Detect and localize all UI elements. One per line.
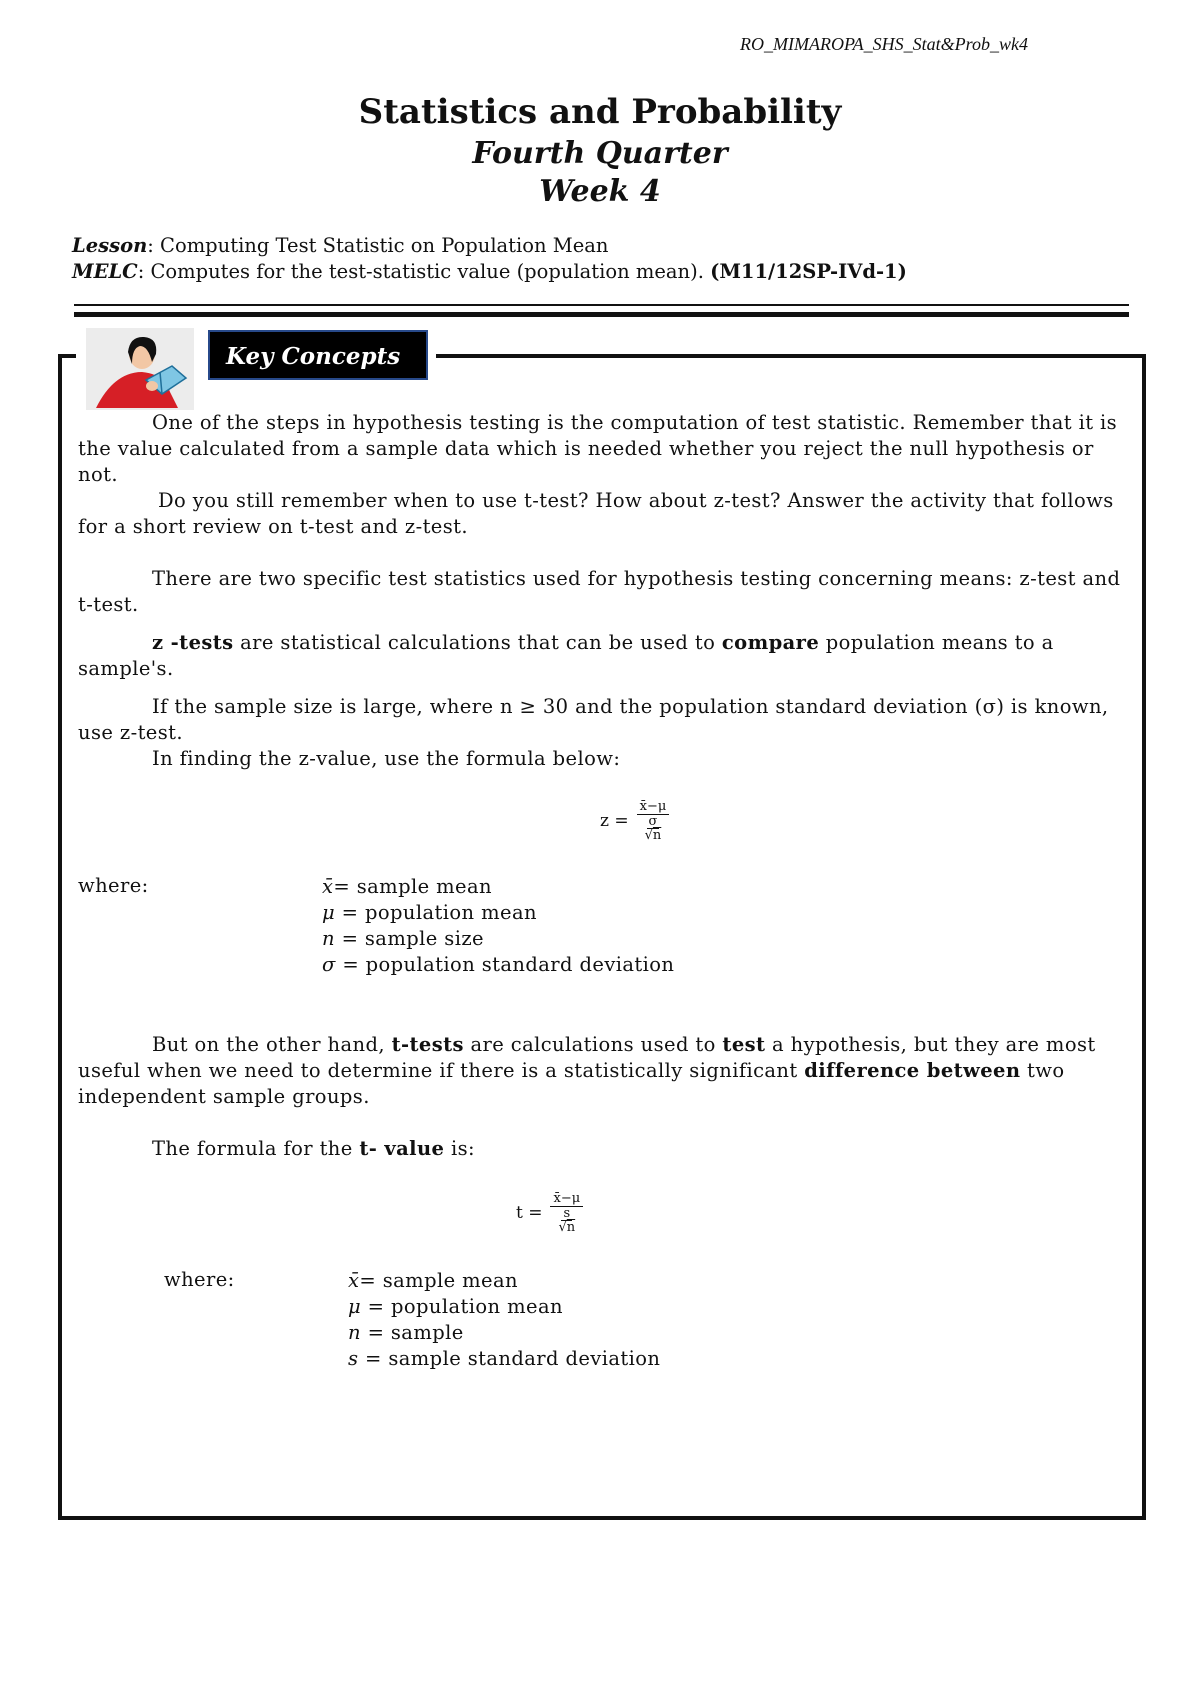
paragraph-intro: One of the steps in hypothesis testing is the computation of test statistic. Remember that it is the value calculated from a sample data which is needed whether you reject the null hypothesis or not. <box>78 411 1118 486</box>
def-item: x̄= sample mean <box>322 875 492 898</box>
paragraph-z-test: z -tests are statistical calculations that can be used to compare population means to a sample's. <box>78 631 1054 680</box>
def-item: n = sample size <box>322 927 484 950</box>
paragraph-two-tests: There are two specific test statistics used for hypothesis testing concerning means: z-test and t-test. <box>78 567 1121 616</box>
melc-code: (M11/12SP-IVd-1) <box>710 260 907 283</box>
key-concepts-heading: Key Concepts <box>208 330 428 380</box>
sqrt-symbol: √ <box>644 828 653 843</box>
t-formula: t = x̄−μ s √n <box>516 1192 583 1234</box>
melc-text: : Computes for the test-statistic value (population mean). <box>137 260 711 283</box>
reading-person-icon <box>86 328 194 410</box>
t-definitions <box>348 1268 660 1372</box>
paragraph-sample-size: If the sample size is large, where n ≥ 30 and the population standard deviation (σ) is known, use z-test. <box>78 695 1109 744</box>
sqrt-symbol: √ <box>558 1220 567 1235</box>
where-label-t: where: <box>164 1268 235 1291</box>
where-label-z: where: <box>78 874 149 897</box>
lesson-line <box>72 234 608 257</box>
lesson-label: Lesson <box>72 234 148 257</box>
paragraph-z-intro: In finding the z-value, use the formula below: <box>152 747 621 770</box>
divider-thick <box>74 312 1129 317</box>
paragraph-review: Do you still remember when to use t-test? How about z-test? Answer the activity that follows for a short review on t-test and z-test. <box>78 489 1114 538</box>
document-code: RO_MIMAROPA_SHS_Stat&Prob_wk4 <box>740 34 1028 54</box>
def-item: n = sample <box>348 1321 464 1344</box>
paragraph-t-intro: The formula for the t- value is: <box>152 1137 475 1160</box>
week-subtitle: Week 4 <box>539 174 661 209</box>
paragraph-t-test: But on the other hand, t-tests are calculations used to test a hypothesis, but they are most useful when we need to determine if there is a statistically significant difference between two independent sample groups. <box>78 1033 1096 1108</box>
melc-line <box>72 260 907 283</box>
def-item: x̄= sample mean <box>348 1269 518 1292</box>
divider-thin <box>74 304 1129 306</box>
document-title: Statistics and Probability <box>358 92 842 132</box>
z-definitions <box>322 874 674 978</box>
def-item: μ = population mean <box>348 1295 563 1318</box>
z-formula: z = x̄−μ σ √n <box>600 800 669 842</box>
quarter-subtitle: Fourth Quarter <box>472 136 728 171</box>
def-item: σ = population standard deviation <box>322 953 675 976</box>
def-item: s = sample standard deviation <box>348 1347 661 1370</box>
def-item: μ = population mean <box>322 901 537 924</box>
lesson-text: : Computing Test Statistic on Population Mean <box>147 234 609 257</box>
melc-label: MELC <box>72 260 138 283</box>
